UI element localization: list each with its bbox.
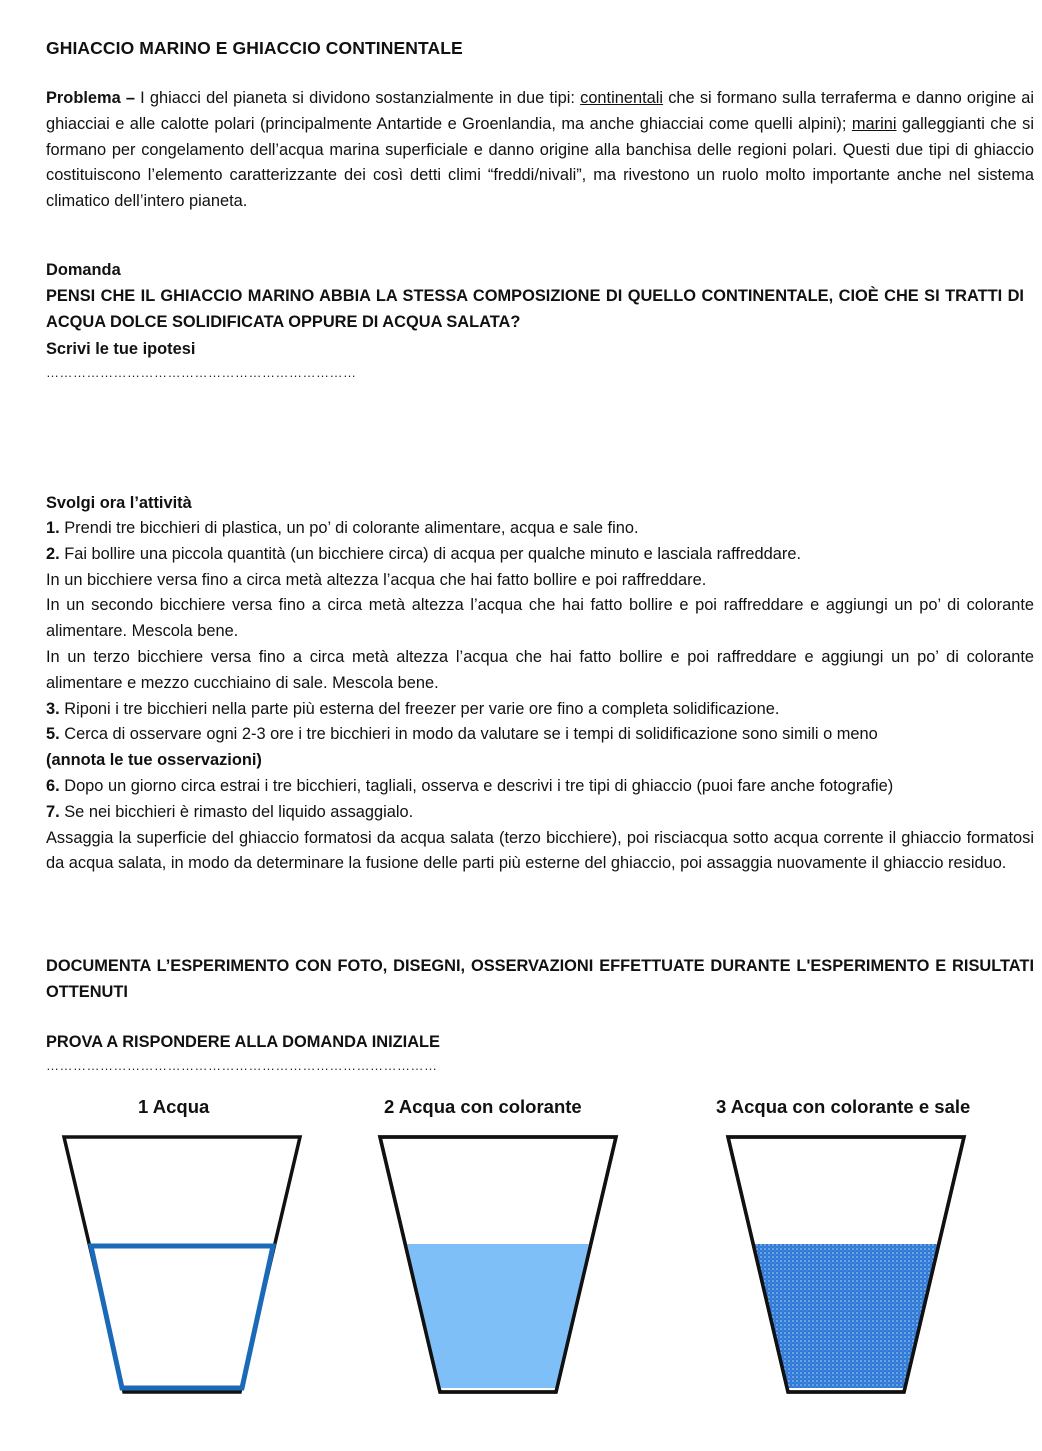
cup-1-water-level (91, 1246, 273, 1388)
step-2-cup-2: In un secondo bicchiere versa fino a circa metà altezza l’acqua che hai fatto bollire e poi raffreddare e aggiungi un po’ di colorante alimentare. Mescola bene. (46, 596, 1034, 641)
question-text: PENSI CHE IL GHIACCIO MARINO ABBIA LA STESSA COMPOSIZIONE DI QUELLO CONTINENTALE, CIOÈ CHE SI TRATTI DI ACQUA DOLCE SOLIDIFICATA OPPURE DI ACQUA SALATA? (46, 287, 1024, 331)
hypothesis-answer-line[interactable]: …………………………………………………………… (46, 365, 357, 380)
cup-2-label: 2 Acqua con colorante (384, 1096, 582, 1117)
step-6: 6. Dopo un giorno circa estrai i tre bicchieri, tagliali, osserva e descrivi i tre tipi di ghiaccio (puoi fare anche fotografie) (46, 776, 894, 795)
activity-heading: Svolgi ora l’attività (46, 494, 192, 512)
final-question: PROVA A RISPONDERE ALLA DOMANDA INIZIALE (46, 1033, 440, 1051)
step-2: 2. Fai bollire una piccola quantità (un bicchiere circa) di acqua per qualche minuto e lasciala raffreddare. (46, 544, 802, 563)
problem-text-3: galleggianti che si formano per congelamento dell’acqua marina superficiale e danno origine alla banchisa delle regioni polari. Questi due tipi di ghiaccio costituiscono l’elemento caratterizzante dei così detti climi “freddi/nivali”, ma rivestono un ruolo molto importante anche nel sistema climatico dell’intero pianeta. (46, 114, 1034, 211)
step-7-tasting: Assaggia la superficie del ghiaccio formatosi da acqua salata (terzo bicchiere), poi risciacqua sotto acqua corrente il ghiaccio formatosi da acqua salata, in modo da determinare la fusione delle parti più esterne del ghiaccio, poi assaggia nuovamente il ghiaccio residuo. (46, 828, 1034, 873)
question-heading: Domanda (46, 261, 121, 279)
page-title: GHIACCIO MARINO E GHIACCIO CONTINENTALE (46, 38, 463, 58)
problem-text-2: che si formano sulla terraferma e danno origine ai ghiacciai e alle calotte polari (principalmente Antartide e Groenlandia, ma anche ghiacciai come quelli alpini); (46, 89, 1034, 133)
step-2-cup-3: In un terzo bicchiere versa fino a circa metà altezza l’acqua che hai fatto bollire e poi raffreddare e aggiungi un po’ di colorante alimentare e mezzo cucchiaino di sale. Mescola bene. (46, 647, 1034, 692)
activity-steps (46, 516, 1034, 877)
step-5-note: (annota le tue osservazioni) (46, 751, 262, 770)
document-instruction: DOCUMENTA L’ESPERIMENTO CON FOTO, DISEGNI, OSSERVAZIONI EFFETTUATE DURANTE L'ESPERIMENTO E RISULTATI OTTENUTI (46, 957, 1034, 1001)
final-answer-line[interactable]: …………………………………………………………………………… (46, 1058, 438, 1073)
keyword-marini: marini (851, 114, 897, 133)
keyword-continentali: continentali (580, 89, 664, 107)
cup-1-label: 1 Acqua (138, 1096, 210, 1117)
hypothesis-prompt: Scrivi le tue ipotesi (46, 340, 196, 358)
step-7: 7. Se nei bicchieri è rimasto del liquido assaggialo. (46, 802, 414, 821)
cup-3-salted-colored-water (724, 1132, 968, 1398)
step-2-cup-1: In un bicchiere versa fino a circa metà altezza l’acqua che hai fatto bollire e poi raffreddare. (46, 570, 707, 589)
problem-text-1: I ghiacci del pianeta si dividono sostanzialmente in due tipi: (135, 89, 581, 107)
cup-1-water (60, 1132, 304, 1398)
step-5: 5. Cerca di osservare ogni 2-3 ore i tre bicchieri in modo da valutare se i tempi di solidificazione sono simili o meno (46, 725, 878, 744)
problem-label: Problema – (46, 89, 135, 107)
cup-2-colored-water (376, 1132, 620, 1398)
step-3: 3. Riponi i tre bicchieri nella parte più esterna del freezer per varie ore fino a completa solidificazione. (46, 699, 780, 718)
step-1: 1. Prendi tre bicchieri di plastica, un po’ di colorante alimentare, acqua e sale fino. (46, 519, 639, 537)
problem-paragraph (46, 86, 1034, 215)
cup-3-label: 3 Acqua con colorante e sale (716, 1096, 971, 1117)
